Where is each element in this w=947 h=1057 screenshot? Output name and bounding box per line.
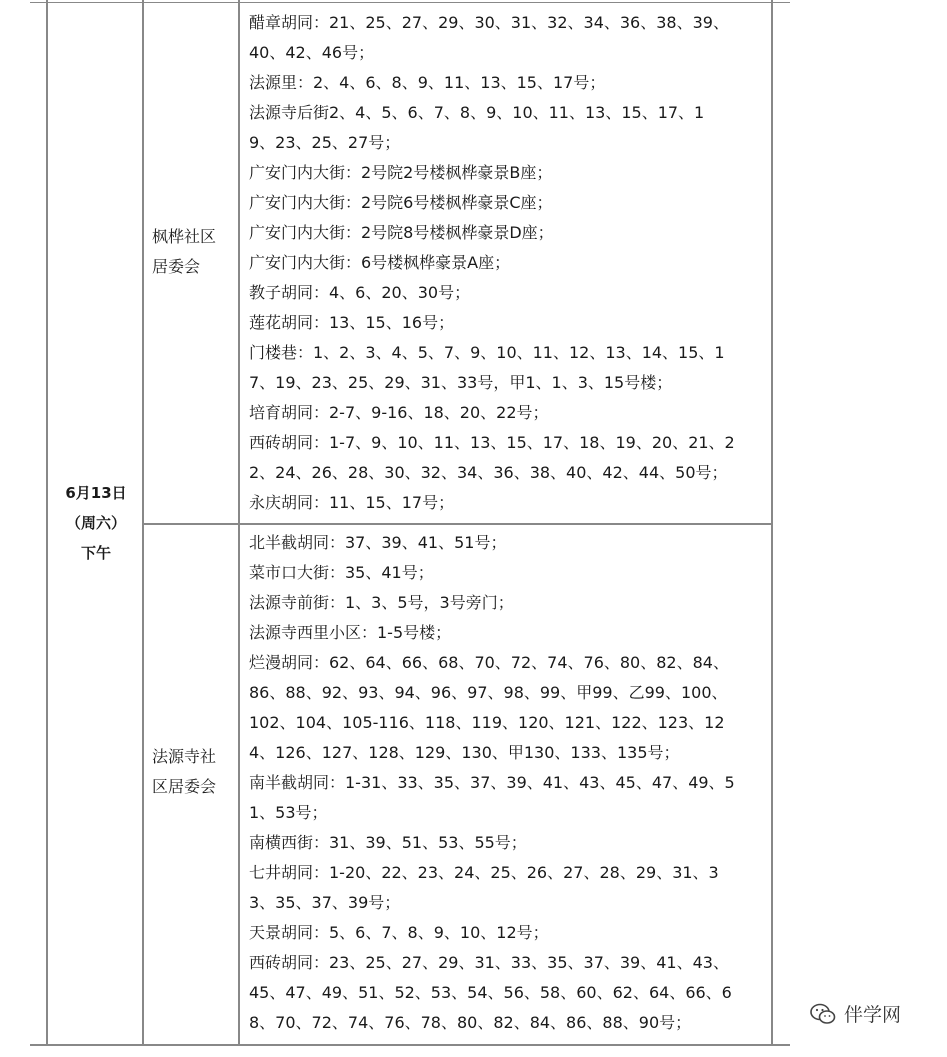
address-line: 南半截胡同：1-31、33、35、37、39、41、43、45、47、49、5: [249, 773, 735, 792]
address-line: 南横西街：31、39、51、53、55号；: [249, 833, 527, 852]
address-line: 广安门内大街：2号院6号楼枫桦豪景C座；: [249, 193, 553, 212]
address-line: 莲花胡同：13、15、16号；: [249, 313, 455, 332]
watermark: [810, 1000, 901, 1027]
address-line: 西砖胡同：23、25、27、29、31、33、35、37、39、41、43、: [249, 953, 729, 972]
address-line: 广安门内大街：6号楼枫桦豪景A座；: [249, 253, 511, 272]
community-name-fayuansi: 法源寺社 区居委会: [152, 747, 217, 796]
address-line: 广安门内大街：2号院8号楼枫桦豪景D座；: [249, 223, 554, 242]
address-line: 菜市口大街：35、41号；: [249, 563, 434, 582]
address-line: 8、70、72、74、76、78、80、82、84、86、88、90号；: [249, 1013, 692, 1032]
weekday-text: （周六）: [65, 514, 126, 532]
address-line: 法源寺后街2、4、5、6、7、8、9、10、11、13、15、17、1: [249, 103, 705, 122]
address-line: 西砖胡同：1-7、9、10、11、13、15、17、18、19、20、21、2: [249, 433, 735, 452]
address-line: 9、23、25、27号；: [249, 133, 401, 152]
address-line: 教子胡同：4、6、20、30号；: [249, 283, 471, 302]
address-line: 门楼巷：1、2、3、4、5、7、9、10、11、12、13、14、15、1: [249, 343, 725, 362]
address-line: 广安门内大街：2号院2号楼枫桦豪景B座；: [249, 163, 553, 182]
period-text: 下午: [80, 544, 111, 562]
address-list-fayuansi: [249, 528, 769, 1038]
table-row-divider: [142, 523, 773, 525]
address-line: 法源寺西里小区：1-5号楼；: [249, 623, 452, 642]
wechat-icon: [810, 1003, 836, 1025]
address-line: 七井胡同：1-20、22、23、24、25、26、27、28、29、31、3: [249, 863, 719, 882]
address-line: 天景胡同：5、6、7、8、9、10、12号；: [249, 923, 549, 942]
address-line: 醋章胡同：21、25、27、29、30、31、32、34、36、38、39、: [249, 13, 729, 32]
address-line: 7、19、23、25、29、31、33号，甲1、1、3、15号楼；: [249, 373, 673, 392]
address-line: 45、47、49、51、52、53、54、56、58、60、62、64、66、6: [249, 983, 732, 1002]
watermark-text: 伴学网: [844, 1004, 902, 1026]
address-line: 1、53号；: [249, 803, 328, 822]
address-list-fenghua: [249, 8, 769, 518]
address-line: 法源里：2、4、6、8、9、11、13、15、17号；: [249, 73, 606, 92]
date-cell: [48, 478, 144, 568]
address-line: 烂漫胡同：62、64、66、68、70、72、74、76、80、82、84、: [249, 653, 729, 672]
table-top-line: [30, 2, 790, 3]
address-line: 2、24、26、28、30、32、34、36、38、40、42、44、50号；: [249, 463, 728, 482]
address-line: 40、42、46号；: [249, 43, 375, 62]
address-line: 法源寺前街：1、3、5号，3号旁门；: [249, 593, 514, 612]
address-line: 培育胡同：2-7、9-16、18、20、22号；: [249, 403, 549, 422]
table-bottom-border: [30, 1044, 790, 1046]
address-line: 102、104、105-116、118、119、120、121、122、123、12: [249, 713, 725, 732]
address-line: 北半截胡同：37、39、41、51号；: [249, 533, 507, 552]
date-text: 6月13日: [65, 484, 127, 502]
address-line: 永庆胡同：11、15、17号；: [249, 493, 455, 512]
address-line: 86、88、92、93、94、96、97、98、99、甲99、乙99、100、: [249, 683, 728, 702]
address-line: 3、35、37、39号；: [249, 893, 401, 912]
address-line: 4、126、127、128、129、130、甲130、133、135号；: [249, 743, 680, 762]
community-name-fenghua: 枫桦社区 居委会: [152, 227, 217, 276]
